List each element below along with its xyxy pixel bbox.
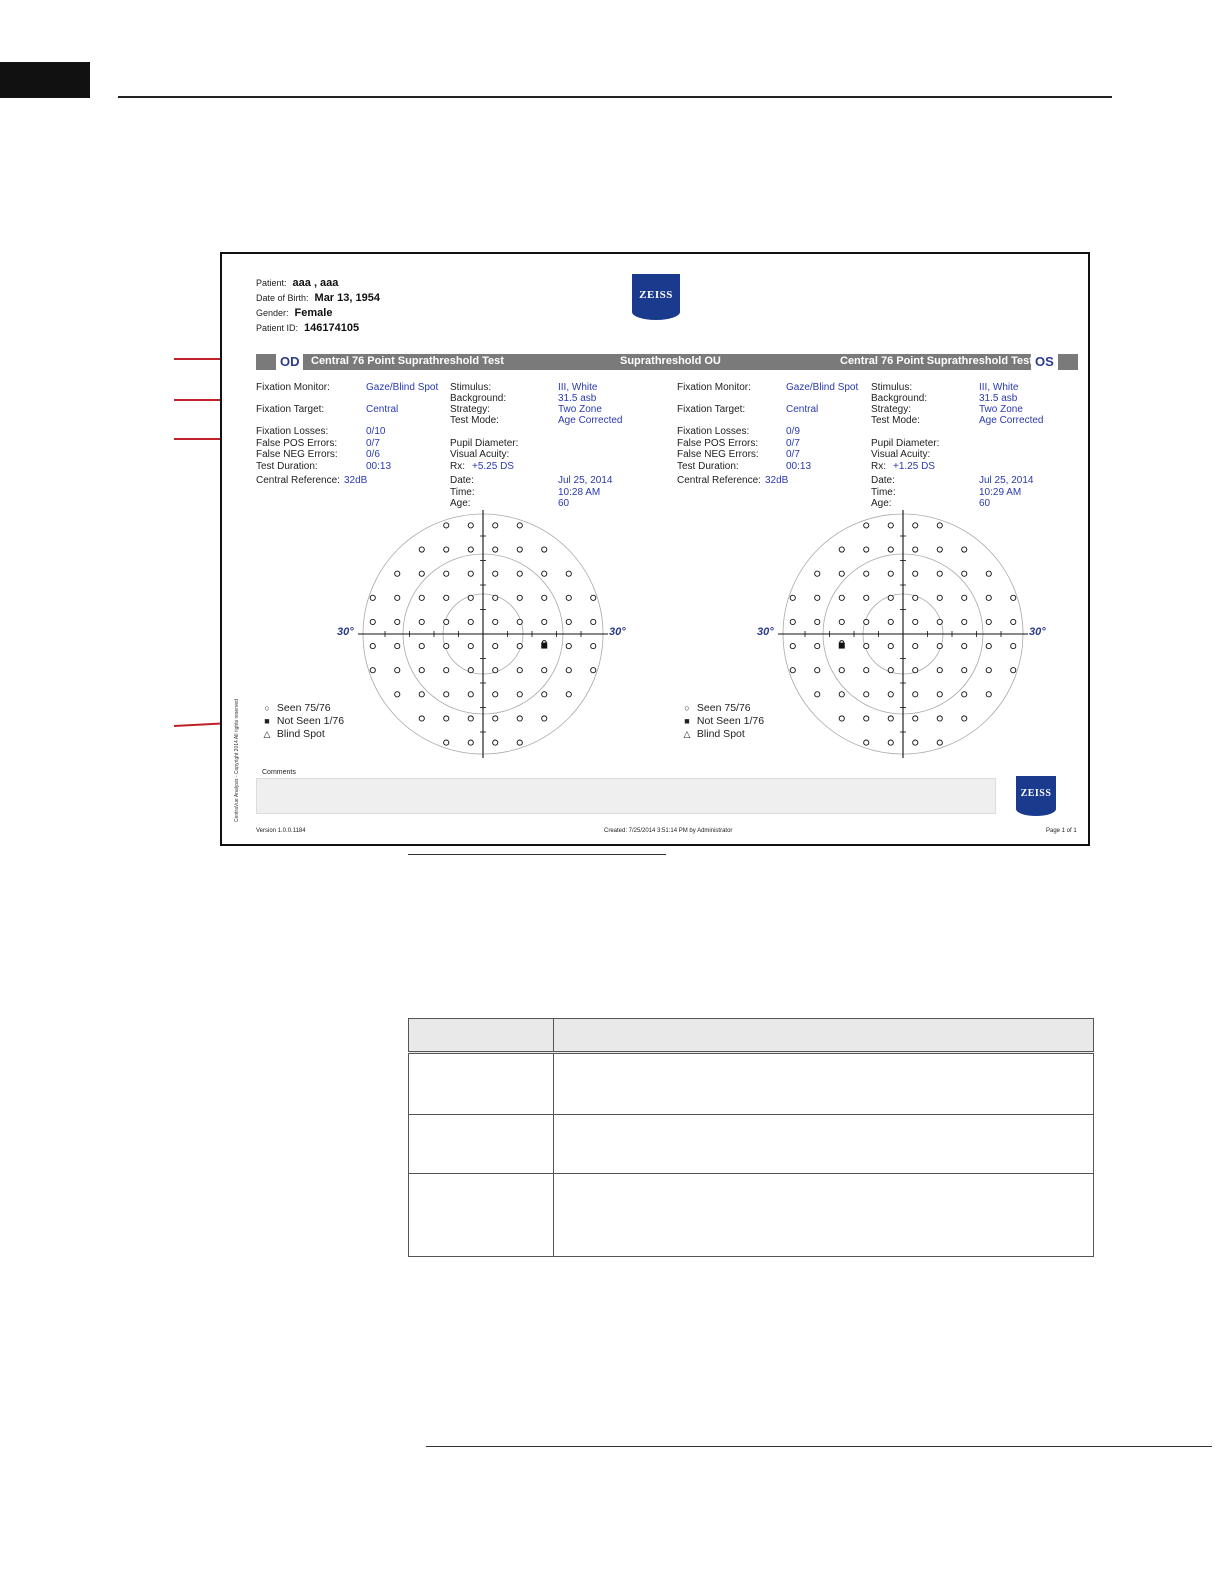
os-time-label: Time: [871, 487, 896, 498]
od-fixation-target-value: Central [366, 404, 399, 415]
gender-label: Gender: [256, 308, 289, 318]
seen-point [419, 595, 424, 600]
seen-point [566, 595, 571, 600]
os-visual-acuity-label: Visual Acuity: [871, 449, 931, 460]
page-number-text: Page 1 of 1 [1046, 828, 1077, 834]
seen-point [444, 692, 449, 697]
seen-point [839, 619, 844, 624]
seen-point [839, 692, 844, 697]
od-fixation-monitor-value: Gaze/Blind Spot [366, 382, 439, 393]
seen-point [937, 595, 942, 600]
seen-point [986, 692, 991, 697]
os-test-mode-label: Test Mode: [871, 415, 920, 426]
seen-point [468, 619, 473, 624]
seen-circle-icon: ○ [684, 703, 690, 713]
od-date-label: Date: [450, 475, 474, 486]
seen-point [986, 595, 991, 600]
od-rx-value: +5.25 DS [472, 461, 514, 472]
seen-point [493, 523, 498, 528]
seen-point [395, 571, 400, 576]
patient-label: Patient: [256, 278, 287, 288]
seen-point [888, 619, 893, 624]
table-cell [554, 1115, 1094, 1174]
seen-point [542, 692, 547, 697]
seen-point [517, 571, 522, 576]
seen-point [839, 716, 844, 721]
seen-point [493, 547, 498, 552]
table-cell [554, 1174, 1094, 1257]
footer-rule [426, 1446, 1212, 1447]
os-background-label: Background: [871, 393, 928, 404]
seen-point [493, 740, 498, 745]
os-legend-blind-spot: Blind Spot [696, 728, 745, 740]
seen-point [591, 643, 596, 648]
seen-point [986, 643, 991, 648]
os-strategy-value: Two Zone [979, 404, 1023, 415]
table-header-row [409, 1019, 1094, 1053]
zeiss-logo-footer [1016, 776, 1056, 816]
seen-point [839, 668, 844, 673]
od-false-pos-label: False POS Errors: [256, 438, 338, 449]
section-tab [0, 62, 90, 98]
seen-point [566, 571, 571, 576]
seen-point [395, 668, 400, 673]
seen-point [542, 571, 547, 576]
od-legend-blind-spot: Blind Spot [276, 728, 325, 740]
seen-point [1011, 643, 1016, 648]
seen-point [913, 523, 918, 528]
not-seen-point [839, 643, 845, 649]
seen-point [864, 571, 869, 576]
seen-point [815, 668, 820, 673]
seen-point [370, 668, 375, 673]
seen-point [888, 571, 893, 576]
seen-point [1011, 619, 1016, 624]
od-left-degree-label: 30° [337, 626, 354, 638]
patient-id-label: Patient ID: [256, 323, 299, 333]
seen-point [937, 643, 942, 648]
table-header-cell [409, 1019, 554, 1053]
seen-point [493, 571, 498, 576]
od-background-label: Background: [450, 393, 507, 404]
seen-point [444, 716, 449, 721]
seen-point [864, 595, 869, 600]
blind-spot-triangle-icon: △ [263, 729, 271, 739]
os-central-reference-label: Central Reference: [677, 475, 761, 486]
seen-point [986, 619, 991, 624]
seen-point [566, 619, 571, 624]
seen-point [937, 571, 942, 576]
seen-point [395, 692, 400, 697]
seen-point [493, 643, 498, 648]
seen-point [419, 547, 424, 552]
seen-point [493, 692, 498, 697]
seen-point [444, 595, 449, 600]
gender-value: Female [294, 307, 333, 319]
seen-point [888, 692, 893, 697]
seen-point [937, 716, 942, 721]
od-test-duration-value: 00:13 [366, 461, 392, 472]
od-stimulus-value: III, White [558, 382, 598, 393]
seen-point [888, 668, 893, 673]
os-date-value: Jul 25, 2014 [979, 475, 1034, 486]
seen-point [444, 523, 449, 528]
seen-point [419, 692, 424, 697]
seen-point [864, 668, 869, 673]
not-seen-point-cap [542, 641, 546, 643]
od-false-pos-value: 0/7 [366, 438, 380, 449]
seen-point [517, 547, 522, 552]
seen-point [815, 692, 820, 697]
not-seen-square-icon: ■ [684, 716, 690, 726]
od-legend-seen: Seen 75/76 [276, 702, 331, 714]
os-fixation-target-label: Fixation Target: [677, 404, 746, 415]
seen-point [864, 643, 869, 648]
seen-point [517, 595, 522, 600]
seen-point [468, 523, 473, 528]
seen-point [864, 523, 869, 528]
seen-point [839, 595, 844, 600]
seen-point [468, 571, 473, 576]
seen-point [419, 716, 424, 721]
os-fixation-target-value: Central [786, 404, 819, 415]
table-cell [409, 1115, 554, 1174]
seen-point [962, 571, 967, 576]
os-time-value: 10:29 AM [979, 487, 1022, 498]
seen-point [790, 668, 795, 673]
os-legend-seen: Seen 75/76 [696, 702, 751, 714]
bar-right-cap [1058, 354, 1078, 370]
od-central-reference-value: 32dB [344, 475, 368, 486]
seen-point [419, 643, 424, 648]
seen-point [444, 740, 449, 745]
table-row [409, 1174, 1094, 1257]
od-fixation-monitor-label: Fixation Monitor: [256, 382, 330, 393]
seen-point [937, 523, 942, 528]
os-strategy-label: Strategy: [871, 404, 912, 415]
od-time-label: Time: [450, 487, 475, 498]
seen-point [517, 692, 522, 697]
seen-point [444, 643, 449, 648]
seen-point [395, 619, 400, 624]
patient-info [256, 276, 380, 336]
seen-point [517, 643, 522, 648]
seen-point [444, 668, 449, 673]
os-stimulus-value: III, White [979, 382, 1019, 393]
patient-id-value: 146174105 [304, 322, 360, 334]
seen-point [517, 619, 522, 624]
od-pupil-diameter-label: Pupil Diameter: [450, 438, 519, 449]
seen-point [888, 740, 893, 745]
table-cell [554, 1053, 1094, 1115]
seen-point [370, 595, 375, 600]
seen-point [913, 716, 918, 721]
seen-point [913, 668, 918, 673]
od-eye-label: OD [280, 354, 300, 369]
seen-point [493, 595, 498, 600]
seen-point [986, 571, 991, 576]
seen-point [790, 595, 795, 600]
seen-point [888, 547, 893, 552]
patient-name: aaa , aaa [292, 277, 339, 289]
comments-label: Comments [262, 769, 296, 776]
table-row [409, 1115, 1094, 1174]
not-seen-point-cap [840, 641, 844, 643]
od-age-value: 60 [558, 498, 570, 509]
os-false-pos-value: 0/7 [786, 438, 800, 449]
seen-point [542, 668, 547, 673]
seen-point [888, 595, 893, 600]
seen-point [419, 571, 424, 576]
seen-point [493, 668, 498, 673]
os-fixation-monitor-value: Gaze/Blind Spot [786, 382, 859, 393]
os-false-pos-label: False POS Errors: [677, 438, 759, 449]
os-central-reference-value: 32dB [765, 475, 789, 486]
header-rule [118, 96, 1112, 98]
od-visual-field-plot [358, 510, 608, 758]
seen-point [864, 692, 869, 697]
od-fixation-losses-label: Fixation Losses: [256, 426, 329, 437]
seen-point [566, 692, 571, 697]
seen-point [913, 619, 918, 624]
os-legend-not-seen: Not Seen 1/76 [696, 715, 765, 727]
created-text: Created: 7/25/2014 3:51:14 PM by Administrator [604, 828, 733, 834]
od-background-value: 31.5 asb [558, 393, 597, 404]
od-test-duration-label: Test Duration: [256, 461, 318, 472]
od-test-title: Central 76 Point Suprathreshold Test [311, 355, 504, 367]
seen-point [839, 571, 844, 576]
seen-point [468, 595, 473, 600]
seen-point [444, 571, 449, 576]
seen-point [962, 595, 967, 600]
seen-point [913, 643, 918, 648]
dob-value: Mar 13, 1954 [314, 292, 380, 304]
seen-point [370, 619, 375, 624]
seen-point [864, 740, 869, 745]
seen-point [864, 619, 869, 624]
os-left-degree-label: 30° [757, 626, 774, 638]
os-date-label: Date: [871, 475, 895, 486]
od-legend [260, 702, 344, 741]
info-table [408, 1018, 1094, 1257]
seen-point [419, 668, 424, 673]
od-age-label: Age: [450, 498, 471, 509]
os-age-label: Age: [871, 498, 892, 509]
seen-point [790, 619, 795, 624]
seen-point [913, 547, 918, 552]
seen-point [986, 668, 991, 673]
seen-point [468, 668, 473, 673]
seen-point [815, 571, 820, 576]
seen-point [864, 716, 869, 721]
seen-point [493, 716, 498, 721]
seen-point [566, 643, 571, 648]
os-test-mode-value: Age Corrected [979, 415, 1044, 426]
seen-point [864, 547, 869, 552]
vertical-copyright: CentraVue Analysis - Copyright 2014 All rights reserved [234, 699, 240, 822]
os-eye-label: OS [1035, 354, 1054, 369]
not-seen-point [541, 643, 547, 649]
od-strategy-value: Two Zone [558, 404, 602, 415]
version-text: Version 1.0.0.1184 [256, 828, 306, 834]
seen-point [591, 595, 596, 600]
dob-label: Date of Birth: [256, 293, 309, 303]
seen-point [962, 547, 967, 552]
seen-point [542, 619, 547, 624]
comments-box [256, 778, 996, 814]
zeiss-logo-footer-text: ZEISS [1020, 788, 1052, 799]
seen-point [888, 643, 893, 648]
table-cell [409, 1174, 554, 1257]
seen-point [937, 547, 942, 552]
blind-spot-triangle-icon: △ [683, 729, 691, 739]
od-rx-label: Rx: [450, 461, 465, 472]
od-stimulus-label: Stimulus: [450, 382, 492, 393]
seen-point [444, 547, 449, 552]
seen-point [962, 692, 967, 697]
seen-point [542, 716, 547, 721]
seen-point [444, 619, 449, 624]
os-fixation-monitor-label: Fixation Monitor: [677, 382, 751, 393]
seen-point [888, 716, 893, 721]
os-visual-field-plot [778, 510, 1028, 758]
os-test-title: Central 76 Point Suprathreshold Test [840, 355, 1033, 367]
seen-point [395, 643, 400, 648]
os-stimulus-label: Stimulus: [871, 382, 913, 393]
seen-point [566, 668, 571, 673]
bar-left-cap [256, 354, 276, 370]
seen-point [815, 595, 820, 600]
seen-point [962, 643, 967, 648]
seen-point [913, 571, 918, 576]
seen-point [370, 643, 375, 648]
os-fixation-losses-value: 0/9 [786, 426, 800, 437]
seen-point [815, 643, 820, 648]
os-background-value: 31.5 asb [979, 393, 1018, 404]
caption-rule [408, 854, 666, 855]
seen-point [419, 619, 424, 624]
od-fixation-losses-value: 0/10 [366, 426, 386, 437]
seen-point [395, 595, 400, 600]
zeiss-logo-text: ZEISS [639, 289, 673, 301]
visual-field-report [220, 252, 1090, 846]
od-false-neg-label: False NEG Errors: [256, 449, 338, 460]
seen-point [937, 619, 942, 624]
os-rx-value: +1.25 DS [893, 461, 935, 472]
seen-point [962, 619, 967, 624]
seen-point [1011, 595, 1016, 600]
seen-point [888, 523, 893, 528]
seen-point [913, 595, 918, 600]
od-legend-not-seen: Not Seen 1/76 [276, 715, 345, 727]
seen-point [913, 692, 918, 697]
seen-point [517, 716, 522, 721]
os-right-degree-label: 30° [1029, 626, 1046, 638]
seen-point [962, 668, 967, 673]
od-right-degree-label: 30° [609, 626, 626, 638]
os-age-value: 60 [979, 498, 991, 509]
od-central-reference-label: Central Reference: [256, 475, 340, 486]
seen-point [517, 668, 522, 673]
os-test-duration-value: 00:13 [786, 461, 812, 472]
os-false-neg-label: False NEG Errors: [677, 449, 759, 460]
os-pupil-diameter-label: Pupil Diameter: [871, 438, 940, 449]
seen-point [468, 740, 473, 745]
od-visual-acuity-label: Visual Acuity: [450, 449, 510, 460]
not-seen-square-icon: ■ [264, 716, 270, 726]
od-test-mode-label: Test Mode: [450, 415, 499, 426]
od-time-value: 10:28 AM [558, 487, 601, 498]
seen-point [542, 595, 547, 600]
ou-test-title: Suprathreshold OU [620, 355, 721, 367]
os-fixation-losses-label: Fixation Losses: [677, 426, 750, 437]
seen-point [937, 668, 942, 673]
od-test-mode-value: Age Corrected [558, 415, 623, 426]
seen-point [815, 619, 820, 624]
seen-point [839, 547, 844, 552]
zeiss-logo [632, 274, 680, 320]
table-row [409, 1053, 1094, 1115]
seen-point [962, 716, 967, 721]
seen-point [937, 740, 942, 745]
seen-point [591, 668, 596, 673]
seen-point [542, 547, 547, 552]
seen-point [591, 619, 596, 624]
seen-circle-icon: ○ [264, 703, 270, 713]
seen-point [468, 716, 473, 721]
seen-point [468, 643, 473, 648]
od-date-value: Jul 25, 2014 [558, 475, 613, 486]
seen-point [468, 692, 473, 697]
test-header-bar [256, 354, 1078, 370]
seen-point [517, 740, 522, 745]
os-legend [680, 702, 764, 741]
seen-point [468, 547, 473, 552]
seen-point [913, 740, 918, 745]
os-rx-label: Rx: [871, 461, 886, 472]
od-fixation-target-label: Fixation Target: [256, 404, 325, 415]
seen-point [517, 523, 522, 528]
od-false-neg-value: 0/6 [366, 449, 380, 460]
seen-point [493, 619, 498, 624]
table-header-cell [554, 1019, 1094, 1053]
os-false-neg-value: 0/7 [786, 449, 800, 460]
os-test-duration-label: Test Duration: [677, 461, 739, 472]
table-cell [409, 1053, 554, 1115]
seen-point [790, 643, 795, 648]
seen-point [937, 692, 942, 697]
od-strategy-label: Strategy: [450, 404, 491, 415]
seen-point [1011, 668, 1016, 673]
